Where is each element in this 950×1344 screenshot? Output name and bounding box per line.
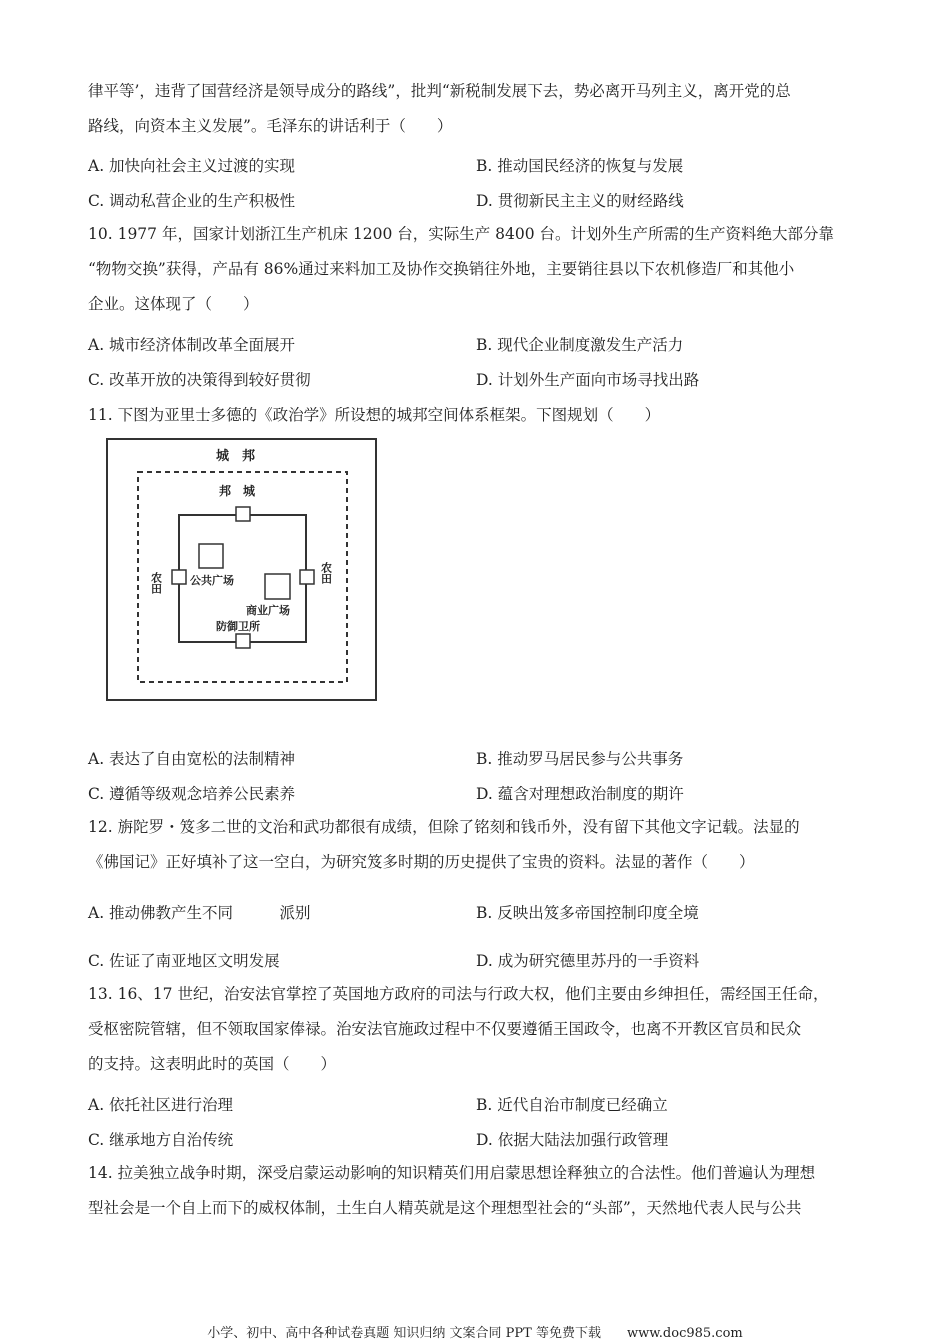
q12-option-c: C. 佐证了南亚地区文明发展: [88, 952, 280, 970]
q9-stem: [88, 74, 878, 144]
bottom-gate: [236, 634, 250, 648]
q14-line-2: 型社会是一个自上而下的威权体制，土生白人精英就是这个理想型社会的“头部”，天然地代表人民与公共: [88, 1199, 802, 1217]
q11-option-b: B. 推动罗马居民参与公共事务: [476, 750, 684, 768]
q12-option-a: A. 推动佛教产生不同 派别: [88, 904, 311, 922]
q10-option-a: A. 城市经济体制改革全面展开: [88, 336, 296, 354]
q11-option-d: D. 蕴含对理想政治制度的期许: [476, 785, 684, 803]
commercial-square-label: 商业广场: [246, 604, 290, 617]
page-footer: 小学、初中、高中各种试卷真题 知识归纳 文案合同 PPT 等免费下载 www.doc985.com: [207, 1326, 743, 1341]
q10-line-3: 企业。这体现了（ ）: [88, 295, 259, 313]
left-gate: [172, 570, 186, 584]
q13-stem: [88, 977, 878, 1082]
q10-option-d: D. 计划外生产面向市场寻找出路: [476, 371, 700, 389]
q10-line-2: “物物交换”获得，产品有 86%通过来料加工及协作交换销往外地，主要销往县以下农机修造厂和其他小: [88, 260, 795, 278]
q13-option-c: C. 继承地方自治传统: [88, 1131, 234, 1149]
q10-option-c: C. 改革开放的决策得到较好贯彻: [88, 371, 311, 389]
inner-label: 邦 城: [219, 484, 256, 498]
q13-option-b: B. 近代自治市制度已经确立: [476, 1096, 668, 1114]
q13-option-a: A. 依托社区进行治理: [88, 1096, 234, 1114]
q12-line-1: 12. 旃陀罗・笈多二世的文治和武功都很有成绩，但除了铭刻和钱币外，没有留下其他文字记载。法显的: [88, 818, 800, 836]
q10-option-b: B. 现代企业制度激发生产活力: [476, 336, 684, 354]
outer-label: 城 邦: [216, 449, 256, 464]
q12-line-2: 《佛国记》正好填补了这一空白，为研究笈多时期的历史提供了宝贵的资料。法显的著作（ ）: [88, 853, 755, 871]
public-square-box: [199, 544, 223, 568]
q9-option-c: C. 调动私营企业的生产积极性: [88, 192, 296, 210]
top-gate: [236, 507, 250, 521]
q13-line-1: 13. 16、17 世纪，治安法官掌控了英国地方政府的司法与行政大权，他们主要由乡绅担任，需经国王任命，: [88, 985, 829, 1003]
q13-line-2: 受枢密院管辖，但不领取国家俸禄。治安法官施政过程中不仅要遵循王国政令，也离不开教区官员和民众: [88, 1020, 802, 1038]
q14-line-1: 14. 拉美独立战争时期，深受启蒙运动影响的知识精英们用启蒙思想诠释独立的合法性。他们普遍认为理想: [88, 1164, 816, 1182]
q13-line-3: 的支持。这表明此时的英国（ ）: [88, 1055, 337, 1073]
left-field-label: 农田: [149, 572, 163, 594]
q12-option-b: B. 反映出笈多帝国控制印度全境: [476, 904, 699, 922]
right-gate: [300, 570, 314, 584]
q9-option-d: D. 贯彻新民主主义的财经路线: [476, 192, 684, 210]
dashed-boundary: [138, 472, 347, 682]
q11-stem: 11. 下图为亚里士多德的《政治学》所设想的城邦空间体系框架。下图规划（ ）: [88, 406, 661, 424]
q9-option-a: A. 加快向社会主义过渡的实现: [88, 157, 296, 175]
q13-option-d: D. 依据大陆法加强行政管理: [476, 1131, 669, 1149]
public-square-label: 公共广场: [190, 574, 234, 587]
q12-option-d: D. 成为研究德里苏丹的一手资料: [476, 952, 700, 970]
q9-line-1: 律平等’，违背了国营经济是领导成分的路线”，批判“新税制发展下去，势必离开马列主义，离开党的总: [88, 82, 791, 100]
q14-stem: [88, 1156, 878, 1226]
city-state-diagram: [106, 438, 377, 701]
outer-boundary: [107, 439, 376, 700]
q9-option-b: B. 推动国民经济的恢复与发展: [476, 157, 684, 175]
q10-stem: [88, 217, 878, 322]
q11-option-c: C. 遵循等级观念培养公民素养: [88, 785, 296, 803]
commercial-square-box: [265, 574, 290, 599]
guard-post-label: 防御卫所: [216, 620, 260, 633]
q10-line-1: 10. 1977 年，国家计划浙江生产机床 1200 台，实际生产 8400 台。计划外生产所需的生产资料绝大部分靠: [88, 225, 835, 243]
q11-option-a: A. 表达了自由宽松的法制精神: [88, 750, 296, 768]
right-field-label: 农田: [319, 562, 333, 584]
q12-stem: [88, 810, 878, 880]
q9-line-2: 路线，向资本主义发展”。毛泽东的讲话利于（ ）: [88, 117, 453, 135]
